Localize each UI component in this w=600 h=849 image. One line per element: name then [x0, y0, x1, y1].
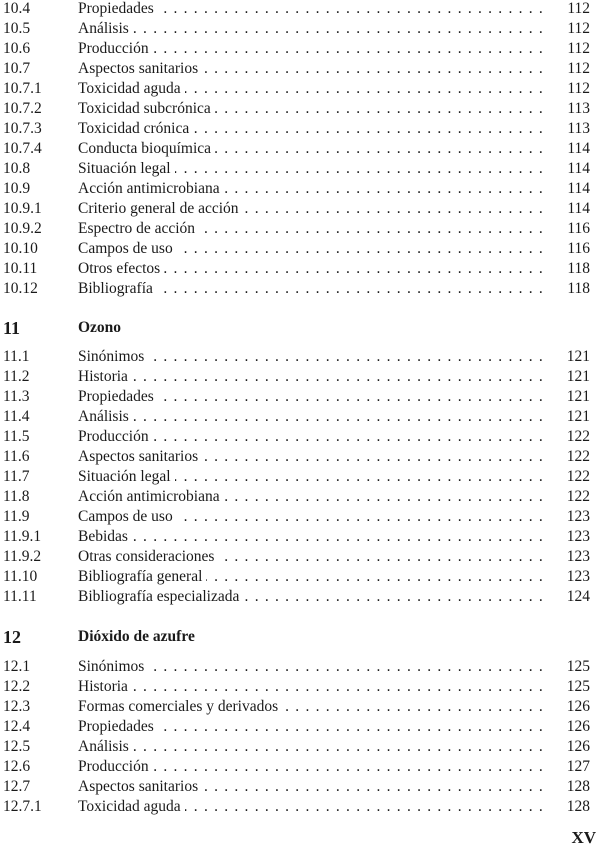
- entry-number: 10.8: [3, 160, 31, 177]
- dot-leader: [132, 367, 544, 387]
- entry-page: 123: [566, 568, 590, 585]
- entry-title: Bebidas: [78, 528, 128, 545]
- toc-section-12: [0, 657, 600, 817]
- dot-leader: [133, 19, 544, 39]
- toc-entry[interactable]: [0, 59, 600, 79]
- entry-title: Espectro de acción: [78, 220, 196, 237]
- dot-leader: [157, 279, 544, 299]
- entry-number: 12.3: [3, 698, 31, 715]
- chapter-heading-12: [0, 626, 195, 648]
- entry-number: 10.9.2: [3, 220, 42, 237]
- entry-title: Conducta bioquímica: [78, 140, 212, 157]
- dot-leader: [206, 567, 544, 587]
- toc-entry[interactable]: [0, 797, 600, 817]
- dot-leader: [175, 467, 544, 487]
- entry-title: Toxicidad subcrónica: [78, 100, 211, 117]
- entry-number: 11.8: [3, 488, 30, 505]
- entry-title: Producción: [78, 758, 149, 775]
- toc-entry[interactable]: [0, 467, 600, 487]
- entry-number: 11.3: [3, 388, 30, 405]
- entry-title: Aspectos sanitarios: [78, 778, 199, 795]
- entry-title: Formas comerciales y derivados: [78, 698, 279, 715]
- dot-leader: [202, 59, 544, 79]
- dot-leader: [148, 657, 544, 677]
- dot-leader: [148, 347, 544, 367]
- entry-page: 124: [566, 588, 590, 605]
- entry-page: 128: [566, 798, 590, 815]
- toc-entry[interactable]: [0, 347, 600, 367]
- toc-entry[interactable]: [0, 239, 600, 259]
- dot-leader: [224, 487, 544, 507]
- entry-title: Análisis: [78, 738, 129, 755]
- entry-page: 127: [566, 758, 590, 775]
- toc-entry[interactable]: [0, 547, 600, 567]
- chapter-heading-11: [0, 317, 121, 339]
- dot-leader: [158, 0, 544, 19]
- dot-leader: [218, 547, 544, 567]
- entry-title: Aspectos sanitarios: [78, 448, 199, 465]
- entry-title: Producción: [78, 40, 149, 57]
- entry-page: 123: [566, 548, 590, 565]
- dot-leader: [153, 757, 544, 777]
- entry-title: Toxicidad aguda: [78, 80, 181, 97]
- entry-number: 10.7.4: [3, 140, 42, 157]
- dot-leader: [202, 447, 544, 467]
- toc-entry[interactable]: [0, 19, 600, 39]
- entry-title: Producción: [78, 428, 149, 445]
- toc-entry[interactable]: [0, 697, 600, 717]
- entry-page: 114: [567, 140, 590, 157]
- entry-number: 12.6: [3, 758, 31, 775]
- entry-page: 121: [566, 388, 590, 405]
- entry-page: 123: [566, 528, 590, 545]
- entry-title: Acción antimicrobiana: [78, 180, 220, 197]
- entry-number: 10.7.3: [3, 120, 42, 137]
- entry-page: 113: [567, 120, 590, 137]
- entry-page: 126: [566, 698, 590, 715]
- dot-leader: [193, 119, 544, 139]
- entry-page: 121: [566, 368, 590, 385]
- entry-page: 112: [567, 0, 590, 17]
- toc-entry[interactable]: [0, 219, 600, 239]
- entry-number: 11.6: [3, 448, 30, 465]
- entry-number: 10.5: [3, 20, 31, 37]
- toc-entry[interactable]: [0, 717, 600, 737]
- toc-entry[interactable]: [0, 507, 600, 527]
- toc-entry[interactable]: [0, 159, 600, 179]
- entry-number: 11.2: [3, 368, 30, 385]
- toc-entry[interactable]: [0, 487, 600, 507]
- toc-entry[interactable]: [0, 777, 600, 797]
- entry-page: 122: [566, 428, 590, 445]
- entry-title: Análisis: [78, 408, 129, 425]
- entry-page: 128: [566, 778, 590, 795]
- entry-title: Análisis: [78, 20, 129, 37]
- entry-title: Aspectos sanitarios: [78, 60, 199, 77]
- entry-number: 11.5: [3, 428, 30, 445]
- entry-title: Situación legal: [78, 468, 171, 485]
- entry-number: 11.1: [3, 348, 30, 365]
- chapter-title: Dióxido de azufre: [78, 628, 195, 645]
- entry-page: 122: [566, 448, 590, 465]
- entry-page: 114: [567, 180, 590, 197]
- entry-title: Historia: [78, 678, 128, 695]
- dot-leader: [133, 737, 544, 757]
- entry-page: 121: [566, 348, 590, 365]
- dot-leader: [243, 587, 544, 607]
- entry-page: 121: [566, 408, 590, 425]
- entry-title: Propiedades: [78, 388, 154, 405]
- entry-page: 125: [566, 658, 590, 675]
- entry-page: 114: [567, 160, 590, 177]
- entry-number: 12.4: [3, 718, 31, 735]
- entry-title: Sinónimos: [78, 658, 145, 675]
- toc-entry[interactable]: [0, 199, 600, 219]
- entry-number: 10.6: [3, 40, 31, 57]
- entry-page: 118: [567, 260, 590, 277]
- entry-number: 10.7: [3, 60, 31, 77]
- dot-leader: [175, 159, 544, 179]
- entry-title: Propiedades: [78, 0, 154, 17]
- toc-entry[interactable]: [0, 657, 600, 677]
- entry-number: 12.5: [3, 738, 31, 755]
- toc-entry[interactable]: [0, 99, 600, 119]
- entry-page: 114: [567, 200, 590, 217]
- chapter-number: 11: [3, 318, 21, 338]
- entry-page: 112: [567, 40, 590, 57]
- entry-number: 10.9.1: [3, 200, 42, 217]
- dot-leader: [158, 387, 544, 407]
- entry-number: 12.1: [3, 658, 31, 675]
- toc-entry[interactable]: [0, 447, 600, 467]
- toc-entry[interactable]: [0, 757, 600, 777]
- dot-leader: [133, 407, 544, 427]
- entry-number: 10.10: [3, 240, 38, 257]
- toc-entry[interactable]: [0, 119, 600, 139]
- toc-entry[interactable]: [0, 39, 600, 59]
- dot-leader: [177, 239, 544, 259]
- toc-entry[interactable]: [0, 179, 600, 199]
- entry-page: 112: [567, 60, 590, 77]
- entry-title: Historia: [78, 368, 128, 385]
- toc-entry[interactable]: [0, 139, 600, 159]
- entry-number: 11.7: [3, 468, 30, 485]
- entry-number: 11.9: [3, 508, 30, 525]
- entry-number: 12.7: [3, 778, 31, 795]
- toc-entry[interactable]: [0, 387, 600, 407]
- entry-number: 10.7.1: [3, 80, 42, 97]
- entry-title: Bibliografía: [78, 280, 153, 297]
- chapter-number: 12: [3, 627, 21, 647]
- entry-page: 113: [567, 100, 590, 117]
- entry-title: Acción antimicrobiana: [78, 488, 220, 505]
- entry-number: 10.12: [3, 280, 38, 297]
- entry-page: 126: [566, 738, 590, 755]
- dot-leader: [164, 259, 544, 279]
- page-folio: XV: [571, 828, 596, 847]
- entry-number: 12.2: [3, 678, 31, 695]
- entry-title: Bibliografía especializada: [78, 588, 240, 605]
- toc-entry[interactable]: [0, 79, 600, 99]
- dot-leader: [158, 717, 544, 737]
- dot-leader: [153, 39, 544, 59]
- toc-entry[interactable]: [0, 737, 600, 757]
- toc-entry[interactable]: [0, 0, 600, 19]
- entry-number: 11.9.2: [3, 548, 42, 565]
- dot-leader: [282, 697, 544, 717]
- entry-title: Otros efectos: [78, 260, 161, 277]
- entry-page: 125: [566, 678, 590, 695]
- entry-number: 10.11: [3, 260, 38, 277]
- toc-entry[interactable]: [0, 279, 600, 299]
- entry-number: 10.9: [3, 180, 31, 197]
- entry-title: Sinónimos: [78, 348, 145, 365]
- entry-number: 10.7.2: [3, 100, 42, 117]
- entry-number: 11.11: [3, 588, 37, 605]
- dot-leader: [177, 507, 544, 527]
- entry-title: Campos de uso: [78, 508, 173, 525]
- chapter-title: Ozono: [78, 319, 122, 336]
- toc-section-11: [0, 347, 600, 607]
- entry-page: 116: [567, 240, 590, 257]
- toc-entry[interactable]: [0, 427, 600, 447]
- entry-title: Bibliografía general: [78, 568, 203, 585]
- entry-page: 112: [567, 20, 590, 37]
- dot-leader: [132, 527, 544, 547]
- dot-leader: [224, 179, 544, 199]
- entry-number: 11.10: [3, 568, 38, 585]
- entry-page: 122: [566, 468, 590, 485]
- toc-entry[interactable]: [0, 527, 600, 547]
- entry-page: 122: [566, 488, 590, 505]
- entry-title: Toxicidad crónica: [78, 120, 190, 137]
- toc-entry[interactable]: [0, 587, 600, 607]
- dot-leader: [199, 219, 544, 239]
- dot-leader: [185, 79, 544, 99]
- entry-page: 126: [566, 718, 590, 735]
- toc-entry[interactable]: [0, 259, 600, 279]
- entry-number: 10.4: [3, 0, 31, 17]
- toc-entry[interactable]: [0, 367, 600, 387]
- toc-entry[interactable]: [0, 677, 600, 697]
- entry-title: Toxicidad aguda: [78, 798, 181, 815]
- toc-entry[interactable]: [0, 407, 600, 427]
- entry-number: 11.9.1: [3, 528, 42, 545]
- entry-page: 118: [567, 280, 590, 297]
- dot-leader: [215, 139, 544, 159]
- dot-leader: [215, 99, 544, 119]
- dot-leader: [185, 797, 544, 817]
- dot-leader: [153, 427, 544, 447]
- entry-number: 12.7.1: [3, 798, 42, 815]
- entry-page: 123: [566, 508, 590, 525]
- entry-title: Otras consideraciones: [78, 548, 215, 565]
- dot-leader: [132, 677, 544, 697]
- entry-title: Campos de uso: [78, 240, 173, 257]
- toc-entry[interactable]: [0, 567, 600, 587]
- dot-leader: [243, 199, 544, 219]
- toc-section-10: [0, 0, 600, 299]
- entry-page: 116: [567, 220, 590, 237]
- entry-title: Criterio general de acción: [78, 200, 239, 217]
- entry-page: 112: [567, 80, 590, 97]
- entry-title: Propiedades: [78, 718, 154, 735]
- entry-number: 11.4: [3, 408, 30, 425]
- dot-leader: [202, 777, 544, 797]
- entry-title: Situación legal: [78, 160, 171, 177]
